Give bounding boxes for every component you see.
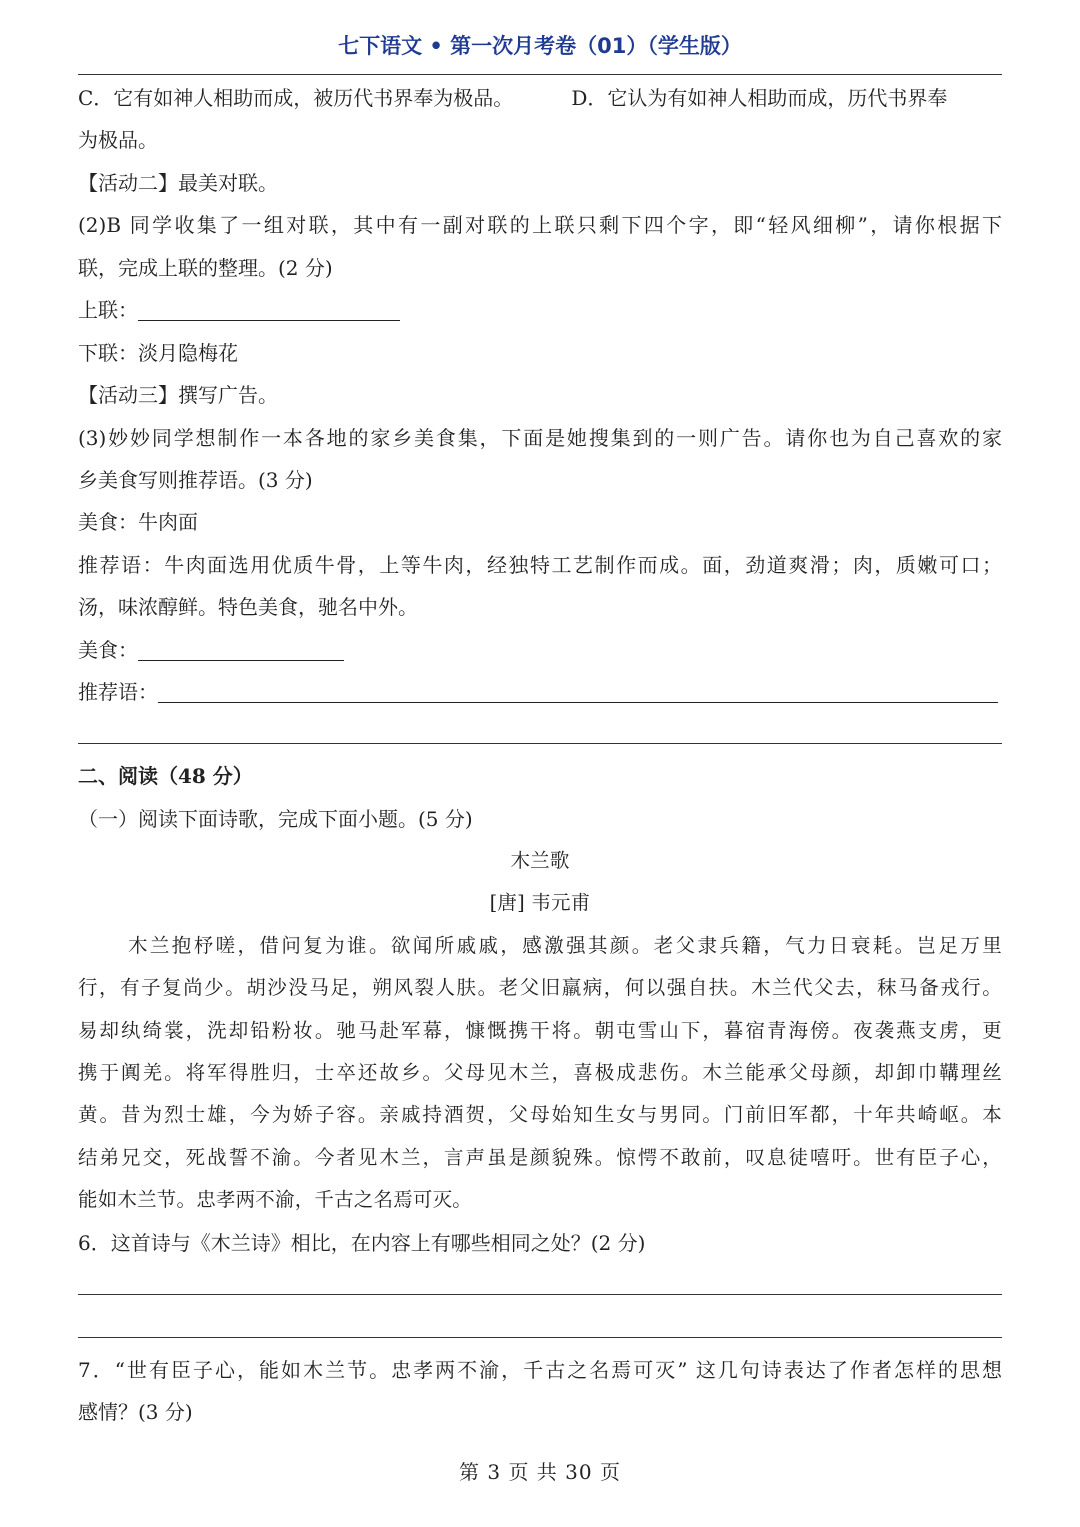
poem-line: 结弟兄交，死战誓不渝。今者见木兰，言声虽是颜貌殊。惊愕不敢前，叹息徒嘻吁。世有臣子心， bbox=[78, 1146, 1002, 1169]
food-answer-row bbox=[78, 635, 1002, 665]
question-7-line2: 感情？(3 分) bbox=[78, 1400, 193, 1424]
section2-subtitle: （一）阅读下面诗歌，完成下面小题。(5 分) bbox=[78, 807, 473, 831]
sample-food: 美食：牛肉面 bbox=[78, 510, 198, 534]
upper-couplet-row bbox=[78, 295, 1002, 325]
activity3-title: 【活动三】撰写广告。 bbox=[78, 383, 278, 407]
page-header-title: 七下语文 • 第一次月考卷（01）（学生版） bbox=[338, 34, 742, 58]
option-d: D．它认为有如神人相助而成，历代书界奉 bbox=[571, 86, 948, 110]
recommendation-answer-blank[interactable] bbox=[158, 680, 998, 703]
section2-title: 二、阅读（48 分） bbox=[78, 764, 253, 788]
food-answer-label: 美食： bbox=[78, 638, 138, 662]
question-6-answer-line1[interactable] bbox=[78, 1294, 1002, 1295]
poem-title: 木兰歌 bbox=[510, 849, 570, 872]
poem-line: 易却纨绮裳，洗却铅粉妆。驰马赴军幕，慷慨携干将。朝屯雪山下，暮宿青海傍。夜袭燕支虏，更 bbox=[78, 1019, 1002, 1042]
question-6-answer-line2[interactable] bbox=[78, 1337, 1002, 1338]
poem-line: 行，有子复尚少。胡沙没马足，朔风裂人肤。老父旧羸病，何以强自扶。木兰代父去，秣马备戎行。 bbox=[78, 976, 1002, 999]
question-7-line1: 7．“世有臣子心，能如木兰节。忠孝两不渝，千古之名焉可灭” 这几句诗表达了作者怎样的思想 bbox=[78, 1358, 1002, 1382]
recommendation-answer-line2[interactable] bbox=[78, 743, 1002, 744]
upper-couplet-answer-blank[interactable] bbox=[138, 298, 400, 321]
sample-recommendation-line2: 汤，味浓醇鲜。特色美食，驰名中外。 bbox=[78, 595, 418, 619]
sample-recommendation-line1: 推荐语：牛肉面选用优质牛骨，上等牛肉，经独特工艺制作而成。面，劲道爽滑；肉，质嫩可口； bbox=[78, 553, 1002, 577]
page-number-footer: 第 3 页 共 30 页 bbox=[459, 1460, 621, 1484]
poem-line: 黄。昔为烈士雄，今为娇子容。亲戚持酒贺，父母始知生女与男同。门前旧军都，十年共崎岖。本 bbox=[78, 1103, 1002, 1126]
activity2-question-line2: 联，完成上联的整理。(2 分) bbox=[78, 256, 333, 280]
recommendation-answer-row bbox=[78, 677, 1002, 707]
activity2-question-line1: (2)B 同学收集了一组对联，其中有一副对联的上联只剩下四个字，即“轻风细柳”，请你根据下 bbox=[78, 213, 1002, 237]
option-d-continued: 为极品。 bbox=[78, 128, 158, 152]
option-c: C．它有如神人相助而成，被历代书界奉为极品。 bbox=[78, 86, 514, 110]
activity3-question-line2: 乡美食写则推荐语。(3 分) bbox=[78, 468, 313, 492]
poem-author: [唐] 韦元甫 bbox=[489, 891, 591, 914]
upper-couplet-label: 上联： bbox=[78, 298, 138, 322]
options-cd-line bbox=[78, 83, 1002, 113]
header-divider bbox=[78, 74, 1002, 75]
poem-line: 木兰抱杼嗟，借问复为谁。欲闻所戚戚，感激强其颜。老父隶兵籍，气力日衰耗。岂足万里 bbox=[128, 934, 1002, 957]
poem-line: 携于阗羌。将军得胜归，士卒还故乡。父母见木兰，喜极成悲伤。木兰能承父母颜，却卸巾鞲理丝 bbox=[78, 1061, 1002, 1084]
activity2-title: 【活动二】最美对联。 bbox=[78, 171, 278, 195]
activity3-question-line1: (3)妙妙同学想制作一本各地的家乡美食集，下面是她搜集到的一则广告。请你也为自己喜欢的家 bbox=[78, 426, 1002, 450]
recommendation-answer-label: 推荐语： bbox=[78, 680, 158, 704]
poem-line: 能如木兰节。忠孝两不渝，千古之名焉可灭。 bbox=[78, 1188, 473, 1211]
lower-couplet: 下联：淡月隐梅花 bbox=[78, 341, 238, 365]
question-6: 6．这首诗与《木兰诗》相比，在内容上有哪些相同之处？(2 分) bbox=[78, 1231, 646, 1255]
food-answer-blank[interactable] bbox=[138, 638, 344, 661]
